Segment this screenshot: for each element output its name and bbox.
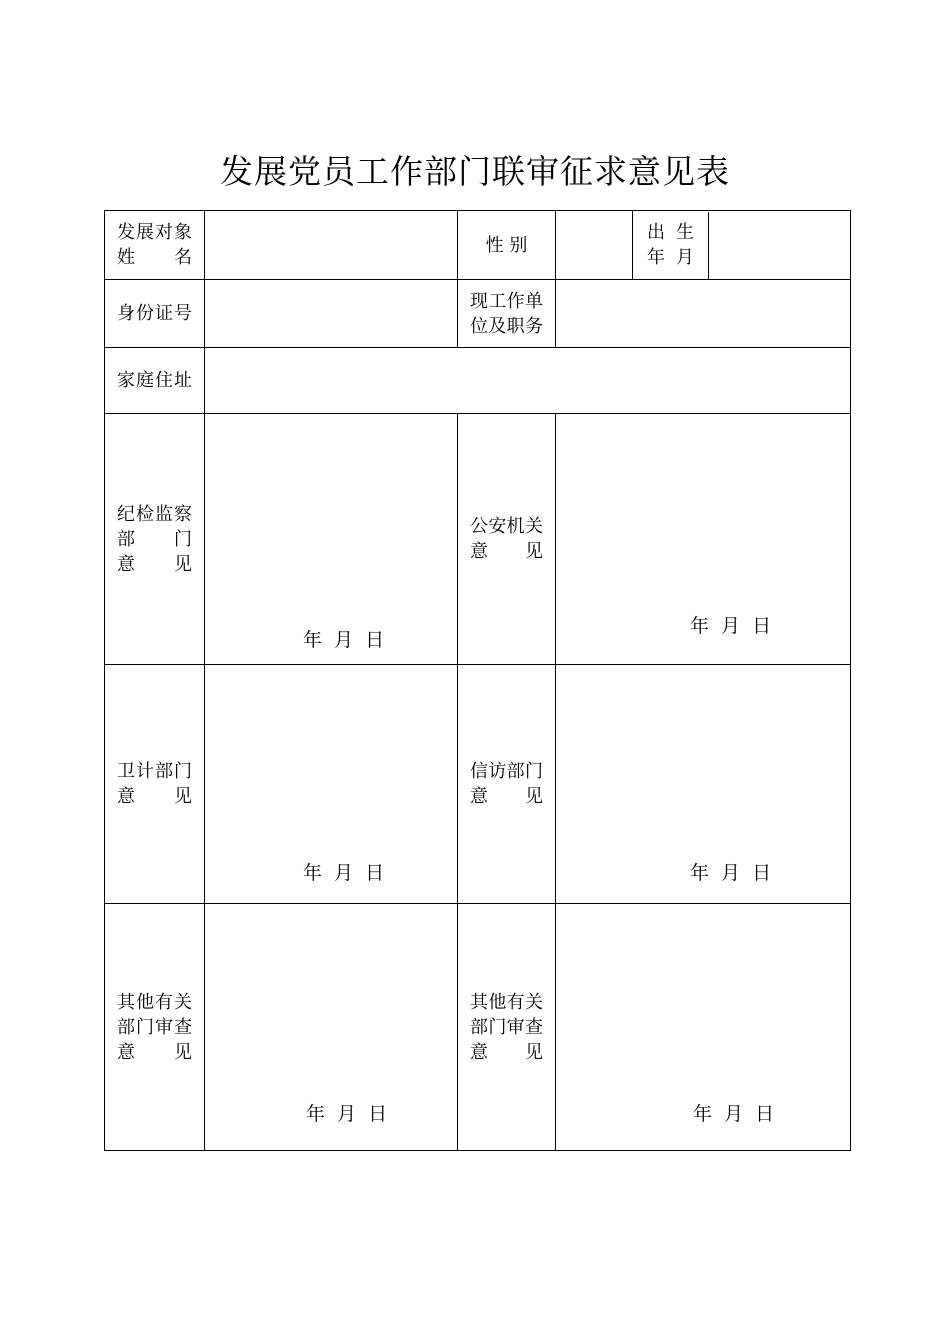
address-field[interactable] xyxy=(205,348,851,414)
birth-group xyxy=(633,211,851,280)
address-label-text: 家庭住址 xyxy=(117,370,192,391)
section3-left-opinion[interactable] xyxy=(205,904,458,1151)
section3-right-label-line: 部门审查 xyxy=(470,1016,543,1038)
id-label-text: 身份证号 xyxy=(117,303,192,324)
section-row-2 xyxy=(105,665,851,904)
address-label xyxy=(105,348,205,414)
id-label xyxy=(105,280,205,348)
name-label-cell xyxy=(105,211,205,280)
section3-right-label-line: 其他有关 xyxy=(470,991,543,1013)
section3-right-label xyxy=(458,904,556,1151)
section3-right-date: 年 月 日 xyxy=(693,1103,775,1125)
name-field[interactable] xyxy=(205,211,458,280)
gender-field[interactable] xyxy=(556,211,633,280)
section2-right-label-line: 意 见 xyxy=(470,786,543,807)
birth-label-cell xyxy=(633,212,709,279)
birth-label-line1: 出 生 xyxy=(647,222,694,243)
section3-left-label-line: 部门审查 xyxy=(117,1016,192,1038)
section2-left-label-line: 意 见 xyxy=(117,786,192,807)
id-field[interactable] xyxy=(205,280,458,348)
section3-right-opinion[interactable] xyxy=(556,904,851,1151)
section2-left-label-line: 卫计部门 xyxy=(117,761,192,782)
section3-left-label-line: 其他有关 xyxy=(117,991,192,1013)
section-row-3 xyxy=(105,904,851,1151)
work-field[interactable] xyxy=(556,280,851,348)
section-row-1 xyxy=(105,414,851,665)
gender-label: 性 别 xyxy=(458,211,556,280)
section1-left-label xyxy=(105,414,205,665)
section1-left-label-line: 意 见 xyxy=(117,553,192,575)
row-address xyxy=(105,348,851,414)
work-label-line2: 位及职务 xyxy=(470,315,543,337)
name-label-line2: 姓 名 xyxy=(117,247,192,268)
section3-right-label-line: 意 见 xyxy=(470,1041,543,1063)
birth-field[interactable] xyxy=(709,212,850,279)
section2-left-label xyxy=(105,665,205,904)
work-label-cell xyxy=(458,280,556,348)
section3-left-date: 年 月 日 xyxy=(306,1103,388,1125)
work-label-line1: 现工作单 xyxy=(470,290,543,312)
section2-right-label xyxy=(458,665,556,904)
section1-right-label xyxy=(458,414,556,665)
section1-left-label-line: 部 门 xyxy=(117,528,192,550)
section1-right-opinion[interactable] xyxy=(556,414,851,665)
approval-form-table xyxy=(104,210,851,1151)
section1-left-opinion[interactable] xyxy=(205,414,458,665)
section1-right-label-line: 公安机关 xyxy=(470,516,543,537)
row-id-work xyxy=(105,280,851,348)
section2-right-label-line: 信访部门 xyxy=(470,761,543,782)
section2-left-date: 年 月 日 xyxy=(303,862,385,884)
section3-left-label xyxy=(105,904,205,1151)
section1-left-label-line: 纪检监察 xyxy=(117,503,192,525)
section1-left-date: 年 月 日 xyxy=(303,629,385,651)
section2-left-opinion[interactable] xyxy=(205,665,458,904)
form-title: 发展党员工作部门联审征求意见表 xyxy=(220,152,730,191)
section1-right-date: 年 月 日 xyxy=(690,615,772,637)
section2-right-date: 年 月 日 xyxy=(690,862,772,884)
name-label-line1: 发展对象 xyxy=(117,222,192,243)
row-basic-info xyxy=(105,211,851,280)
birth-label-line2: 年 月 xyxy=(647,247,694,268)
section3-left-label-line: 意 见 xyxy=(117,1041,192,1063)
section1-right-label-line: 意 见 xyxy=(470,541,543,562)
section2-right-opinion[interactable] xyxy=(556,665,851,904)
